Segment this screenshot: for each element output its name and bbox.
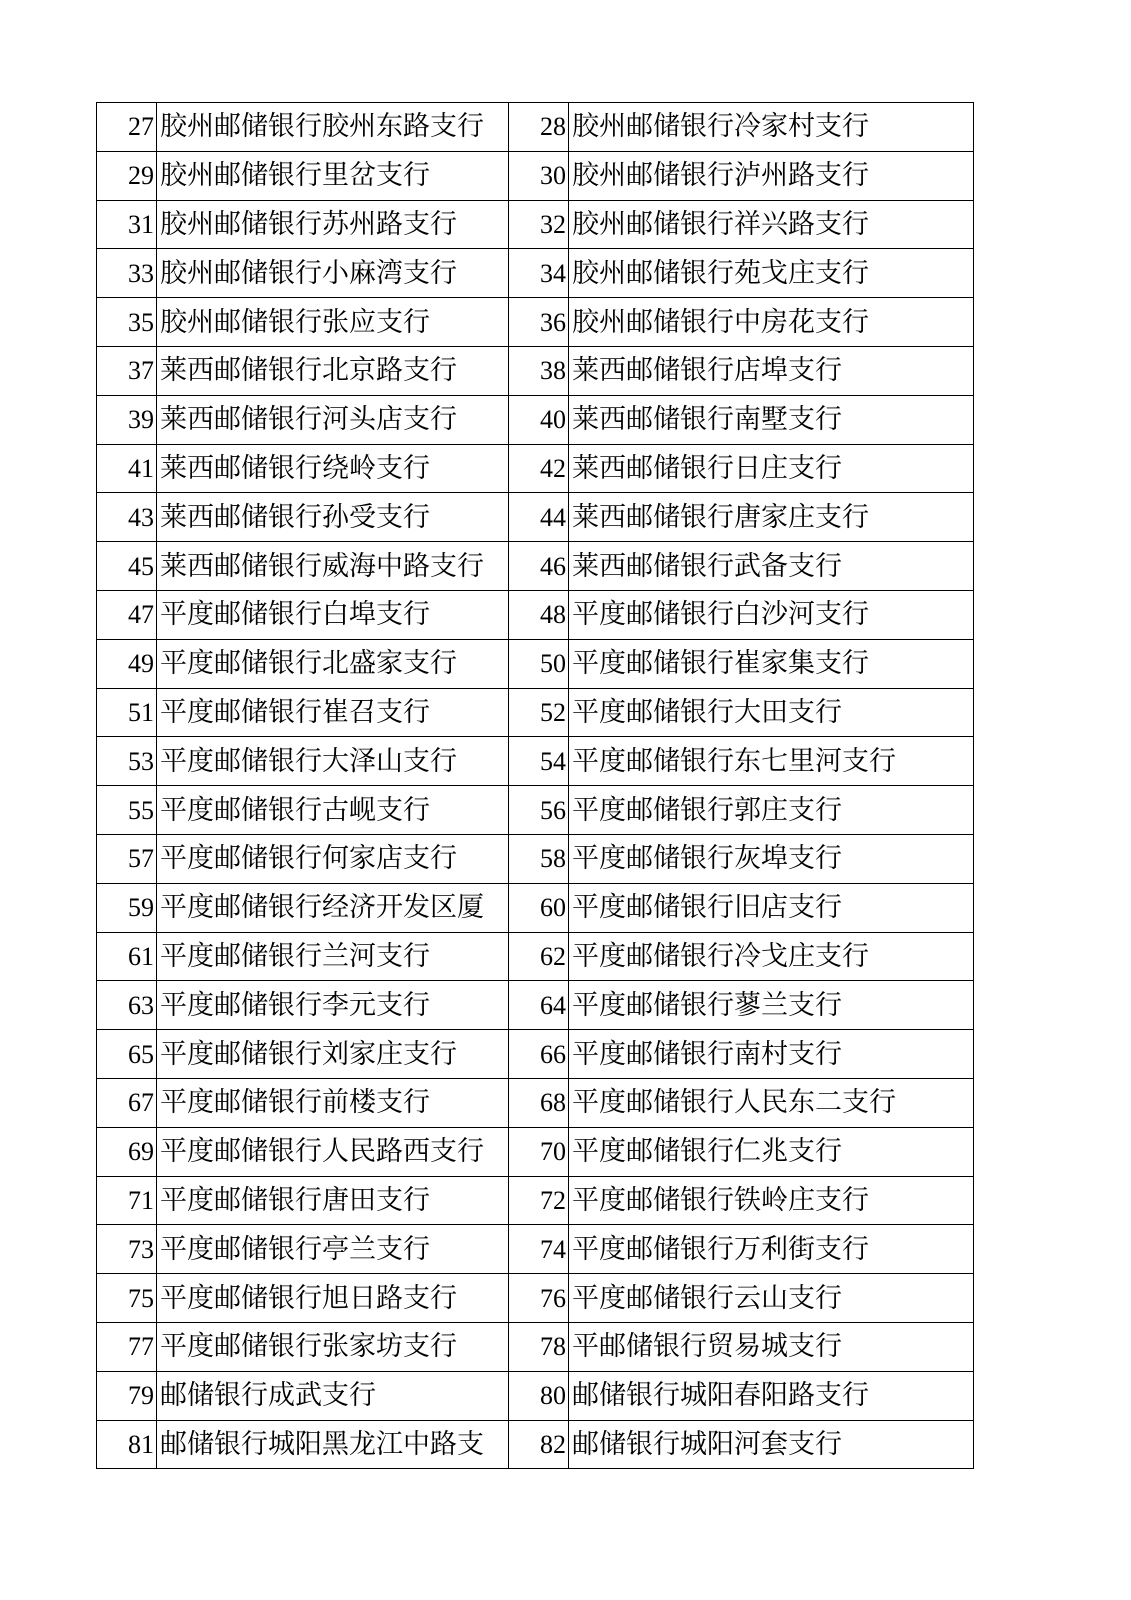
row-number-right: 48	[509, 590, 569, 639]
row-number-left: 73	[97, 1225, 157, 1274]
branch-name-right: 莱西邮储银行南墅支行	[569, 395, 974, 444]
branch-name-right: 胶州邮储银行冷家村支行	[569, 103, 974, 152]
branch-name-left: 平度邮储银行前楼支行	[157, 1078, 509, 1127]
branch-name-right: 平邮储银行贸易城支行	[569, 1322, 974, 1371]
row-number-left: 65	[97, 1030, 157, 1079]
branch-name-left: 平度邮储银行白埠支行	[157, 590, 509, 639]
branch-name-left: 平度邮储银行崔召支行	[157, 688, 509, 737]
table-row	[97, 1322, 974, 1371]
row-number-left: 57	[97, 834, 157, 883]
table-row	[97, 1274, 974, 1323]
row-number-left: 31	[97, 200, 157, 249]
branch-name-left: 莱西邮储银行孙受支行	[157, 493, 509, 542]
branch-name-right: 平度邮储银行云山支行	[569, 1274, 974, 1323]
row-number-right: 30	[509, 151, 569, 200]
row-number-right: 34	[509, 249, 569, 298]
row-number-right: 56	[509, 786, 569, 835]
table-row	[97, 493, 974, 542]
row-number-left: 27	[97, 103, 157, 152]
table-row	[97, 1078, 974, 1127]
row-number-right: 68	[509, 1078, 569, 1127]
branch-table-body	[97, 103, 974, 1469]
row-number-right: 78	[509, 1322, 569, 1371]
row-number-left: 29	[97, 151, 157, 200]
branch-name-right: 莱西邮储银行店埠支行	[569, 346, 974, 395]
row-number-right: 66	[509, 1030, 569, 1079]
branch-name-left: 平度邮储银行何家店支行	[157, 834, 509, 883]
table-row	[97, 786, 974, 835]
row-number-left: 59	[97, 883, 157, 932]
row-number-left: 71	[97, 1176, 157, 1225]
branch-name-right: 平度邮储银行东七里河支行	[569, 737, 974, 786]
row-number-right: 32	[509, 200, 569, 249]
row-number-right: 36	[509, 298, 569, 347]
row-number-right: 40	[509, 395, 569, 444]
row-number-right: 70	[509, 1127, 569, 1176]
table-row	[97, 346, 974, 395]
row-number-right: 72	[509, 1176, 569, 1225]
row-number-left: 45	[97, 542, 157, 591]
table-row	[97, 151, 974, 200]
table-row	[97, 249, 974, 298]
table-row	[97, 395, 974, 444]
branch-name-left: 莱西邮储银行河头店支行	[157, 395, 509, 444]
row-number-right: 44	[509, 493, 569, 542]
table-row	[97, 1420, 974, 1469]
row-number-left: 79	[97, 1371, 157, 1420]
row-number-right: 82	[509, 1420, 569, 1469]
branch-name-left: 平度邮储银行经济开发区厦	[157, 883, 509, 932]
row-number-left: 49	[97, 639, 157, 688]
branch-name-right: 平度邮储银行铁岭庄支行	[569, 1176, 974, 1225]
table-row	[97, 688, 974, 737]
branch-name-left: 平度邮储银行古岘支行	[157, 786, 509, 835]
table-row	[97, 1176, 974, 1225]
branch-name-right: 平度邮储银行郭庄支行	[569, 786, 974, 835]
table-row	[97, 883, 974, 932]
row-number-right: 64	[509, 981, 569, 1030]
branch-name-left: 胶州邮储银行张应支行	[157, 298, 509, 347]
row-number-right: 42	[509, 444, 569, 493]
row-number-right: 74	[509, 1225, 569, 1274]
table-row	[97, 1030, 974, 1079]
row-number-left: 55	[97, 786, 157, 835]
branch-name-left: 平度邮储银行兰河支行	[157, 932, 509, 981]
row-number-right: 62	[509, 932, 569, 981]
branch-name-right: 平度邮储银行大田支行	[569, 688, 974, 737]
row-number-left: 37	[97, 346, 157, 395]
table-row	[97, 1371, 974, 1420]
branch-name-right: 胶州邮储银行祥兴路支行	[569, 200, 974, 249]
branch-name-right: 莱西邮储银行日庄支行	[569, 444, 974, 493]
table-row	[97, 542, 974, 591]
table-row	[97, 200, 974, 249]
branch-name-left: 平度邮储银行亭兰支行	[157, 1225, 509, 1274]
table-row	[97, 932, 974, 981]
branch-name-left: 胶州邮储银行胶州东路支行	[157, 103, 509, 152]
row-number-right: 80	[509, 1371, 569, 1420]
branch-name-left: 平度邮储银行人民路西支行	[157, 1127, 509, 1176]
row-number-right: 58	[509, 834, 569, 883]
row-number-left: 67	[97, 1078, 157, 1127]
row-number-right: 52	[509, 688, 569, 737]
branch-name-right: 平度邮储银行人民东二支行	[569, 1078, 974, 1127]
row-number-right: 50	[509, 639, 569, 688]
row-number-right: 46	[509, 542, 569, 591]
row-number-left: 63	[97, 981, 157, 1030]
table-row	[97, 590, 974, 639]
row-number-left: 47	[97, 590, 157, 639]
row-number-right: 60	[509, 883, 569, 932]
branch-name-right: 平度邮储银行仁兆支行	[569, 1127, 974, 1176]
branch-name-right: 邮储银行城阳春阳路支行	[569, 1371, 974, 1420]
table-row	[97, 981, 974, 1030]
row-number-left: 51	[97, 688, 157, 737]
row-number-right: 38	[509, 346, 569, 395]
row-number-left: 69	[97, 1127, 157, 1176]
row-number-left: 43	[97, 493, 157, 542]
branch-name-left: 平度邮储银行张家坊支行	[157, 1322, 509, 1371]
branch-name-right: 平度邮储银行白沙河支行	[569, 590, 974, 639]
branch-name-left: 平度邮储银行北盛家支行	[157, 639, 509, 688]
branch-name-right: 平度邮储银行蓼兰支行	[569, 981, 974, 1030]
row-number-left: 39	[97, 395, 157, 444]
branch-name-right: 平度邮储银行旧店支行	[569, 883, 974, 932]
table-row	[97, 444, 974, 493]
branch-name-left: 胶州邮储银行小麻湾支行	[157, 249, 509, 298]
branch-name-left: 莱西邮储银行北京路支行	[157, 346, 509, 395]
branch-name-left: 邮储银行成武支行	[157, 1371, 509, 1420]
branch-name-right: 莱西邮储银行武备支行	[569, 542, 974, 591]
row-number-right: 28	[509, 103, 569, 152]
row-number-right: 54	[509, 737, 569, 786]
row-number-left: 41	[97, 444, 157, 493]
table-row	[97, 298, 974, 347]
branch-name-left: 平度邮储银行旭日路支行	[157, 1274, 509, 1323]
branch-name-right: 平度邮储银行南村支行	[569, 1030, 974, 1079]
branch-name-left: 平度邮储银行刘家庄支行	[157, 1030, 509, 1079]
row-number-left: 81	[97, 1420, 157, 1469]
row-number-left: 77	[97, 1322, 157, 1371]
table-row	[97, 103, 974, 152]
table-row	[97, 639, 974, 688]
branch-name-left: 平度邮储银行李元支行	[157, 981, 509, 1030]
table-row	[97, 1127, 974, 1176]
branch-name-right: 平度邮储银行崔家集支行	[569, 639, 974, 688]
table-row	[97, 834, 974, 883]
branch-name-left: 平度邮储银行唐田支行	[157, 1176, 509, 1225]
branch-name-right: 胶州邮储银行中房花支行	[569, 298, 974, 347]
table-row	[97, 737, 974, 786]
branch-name-right: 平度邮储银行万利街支行	[569, 1225, 974, 1274]
branch-name-left: 莱西邮储银行威海中路支行	[157, 542, 509, 591]
row-number-left: 35	[97, 298, 157, 347]
table-row	[97, 1225, 974, 1274]
branch-name-left: 胶州邮储银行苏州路支行	[157, 200, 509, 249]
row-number-left: 75	[97, 1274, 157, 1323]
row-number-left: 33	[97, 249, 157, 298]
row-number-left: 61	[97, 932, 157, 981]
branch-name-left: 平度邮储银行大泽山支行	[157, 737, 509, 786]
branch-name-left: 莱西邮储银行绕岭支行	[157, 444, 509, 493]
branch-name-left: 胶州邮储银行里岔支行	[157, 151, 509, 200]
row-number-right: 76	[509, 1274, 569, 1323]
branch-table	[96, 102, 974, 1469]
branch-name-right: 胶州邮储银行泸州路支行	[569, 151, 974, 200]
branch-name-right: 胶州邮储银行苑戈庄支行	[569, 249, 974, 298]
branch-name-right: 平度邮储银行灰埠支行	[569, 834, 974, 883]
branch-name-right: 邮储银行城阳河套支行	[569, 1420, 974, 1469]
branch-name-left: 邮储银行城阳黑龙江中路支	[157, 1420, 509, 1469]
branch-name-right: 莱西邮储银行唐家庄支行	[569, 493, 974, 542]
row-number-left: 53	[97, 737, 157, 786]
branch-name-right: 平度邮储银行冷戈庄支行	[569, 932, 974, 981]
